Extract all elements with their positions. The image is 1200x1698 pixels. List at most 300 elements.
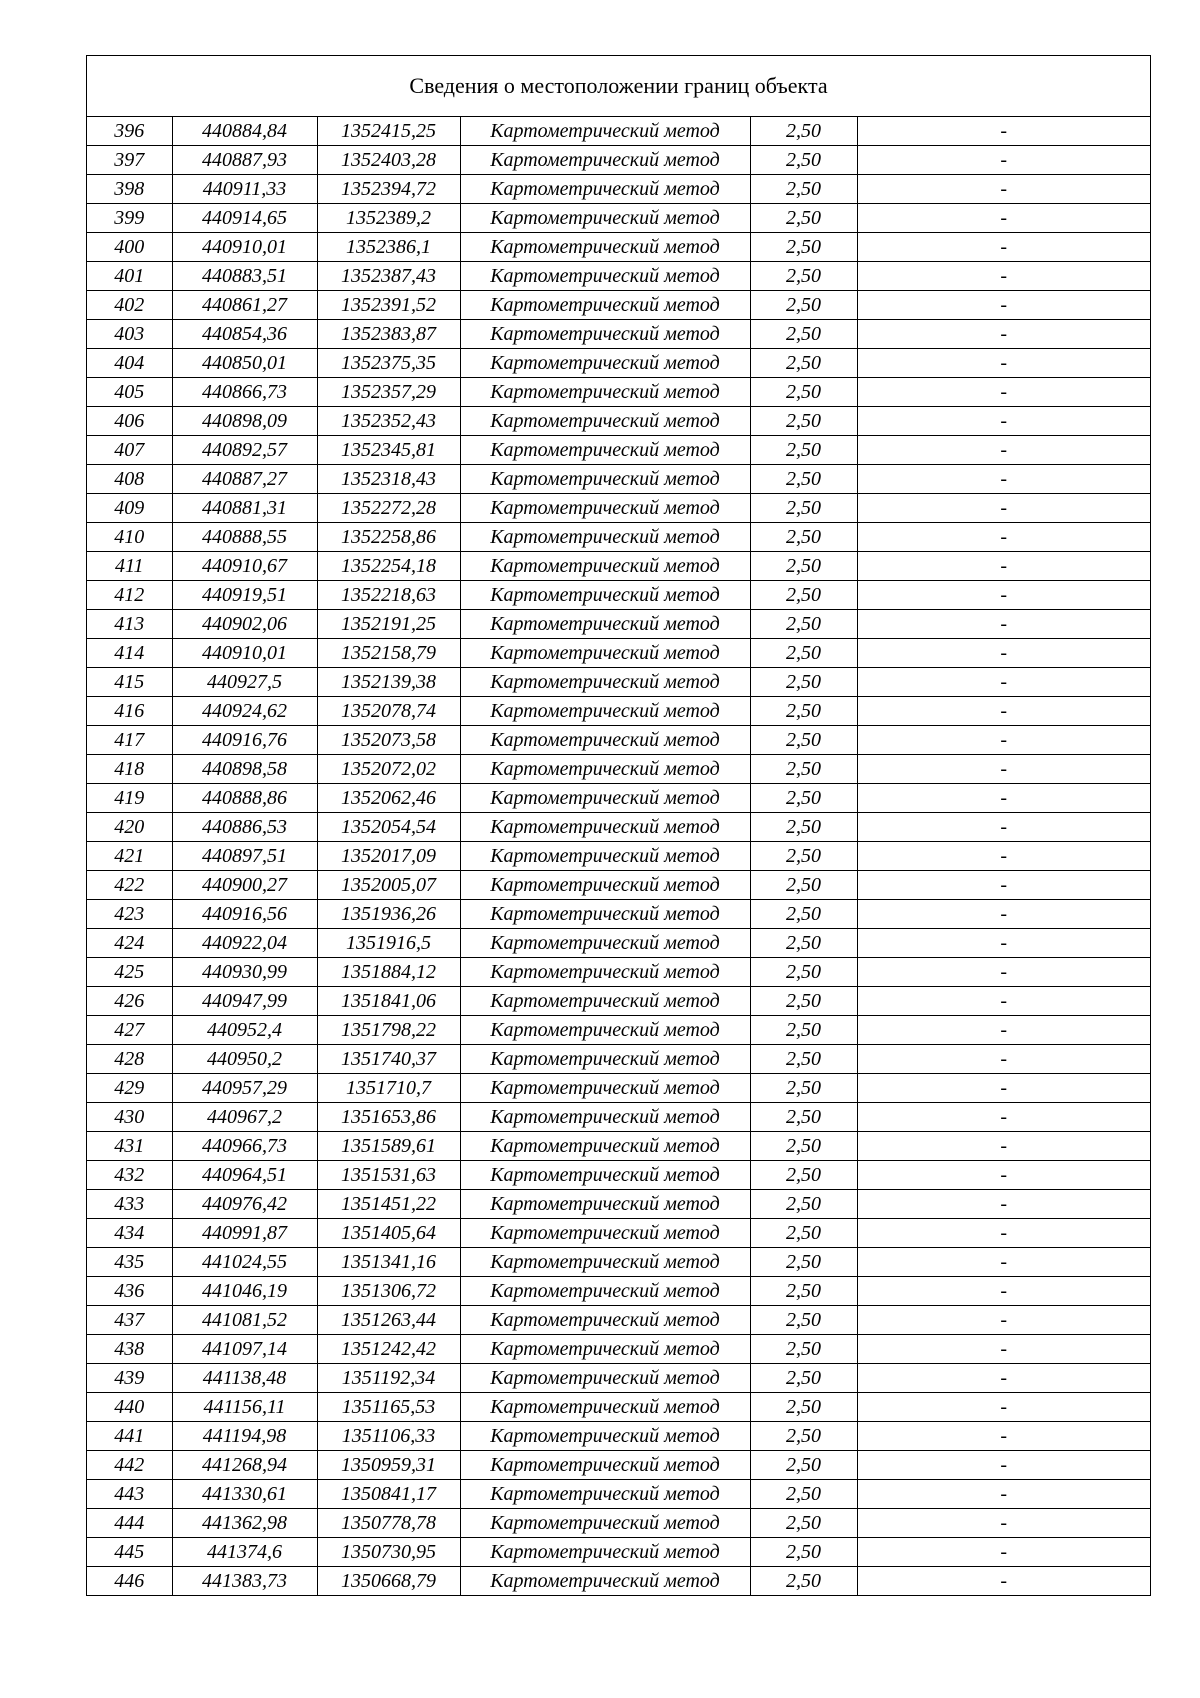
x-coordinate-cell: 440957,29 — [172, 1074, 317, 1103]
point-number-cell: 413 — [87, 610, 172, 639]
table-row — [87, 146, 1150, 175]
description-cell: - — [857, 929, 1150, 958]
x-coordinate-cell: 440897,51 — [172, 842, 317, 871]
x-coordinate-cell: 440976,42 — [172, 1190, 317, 1219]
accuracy-cell: 2,50 — [750, 1045, 857, 1074]
point-number-cell: 443 — [87, 1480, 172, 1509]
method-cell: Картометрический метод — [460, 784, 750, 813]
description-cell: - — [857, 900, 1150, 929]
description-cell: - — [857, 378, 1150, 407]
description-cell: - — [857, 1393, 1150, 1422]
method-cell: Картометрический метод — [460, 117, 750, 146]
y-coordinate-cell: 1350841,17 — [317, 1480, 460, 1509]
x-coordinate-cell: 440900,27 — [172, 871, 317, 900]
table-row — [87, 958, 1150, 987]
method-cell: Картометрический метод — [460, 581, 750, 610]
x-coordinate-cell: 441097,14 — [172, 1335, 317, 1364]
description-cell: - — [857, 465, 1150, 494]
description-cell: - — [857, 1219, 1150, 1248]
description-cell: - — [857, 1016, 1150, 1045]
accuracy-cell: 2,50 — [750, 1335, 857, 1364]
description-cell: - — [857, 523, 1150, 552]
accuracy-cell: 2,50 — [750, 1248, 857, 1277]
accuracy-cell: 2,50 — [750, 1219, 857, 1248]
boundary-table-frame — [86, 55, 1151, 1596]
y-coordinate-cell: 1352218,63 — [317, 581, 460, 610]
table-row — [87, 117, 1150, 146]
description-cell: - — [857, 697, 1150, 726]
y-coordinate-cell: 1352258,86 — [317, 523, 460, 552]
coordinates-table-body — [87, 117, 1150, 1595]
point-number-cell: 445 — [87, 1538, 172, 1567]
method-cell: Картометрический метод — [460, 494, 750, 523]
coordinates-table — [87, 117, 1150, 1595]
accuracy-cell: 2,50 — [750, 1451, 857, 1480]
point-number-cell: 432 — [87, 1161, 172, 1190]
y-coordinate-cell: 1351242,42 — [317, 1335, 460, 1364]
x-coordinate-cell: 441330,61 — [172, 1480, 317, 1509]
accuracy-cell: 2,50 — [750, 784, 857, 813]
x-coordinate-cell: 440888,86 — [172, 784, 317, 813]
description-cell: - — [857, 1422, 1150, 1451]
accuracy-cell: 2,50 — [750, 581, 857, 610]
table-row — [87, 1509, 1150, 1538]
x-coordinate-cell: 441362,98 — [172, 1509, 317, 1538]
y-coordinate-cell: 1352389,2 — [317, 204, 460, 233]
table-row — [87, 378, 1150, 407]
accuracy-cell: 2,50 — [750, 726, 857, 755]
table-row — [87, 1016, 1150, 1045]
accuracy-cell: 2,50 — [750, 900, 857, 929]
description-cell: - — [857, 1161, 1150, 1190]
method-cell: Картометрический метод — [460, 1422, 750, 1451]
description-cell: - — [857, 1538, 1150, 1567]
y-coordinate-cell: 1352415,25 — [317, 117, 460, 146]
description-cell: - — [857, 639, 1150, 668]
accuracy-cell: 2,50 — [750, 697, 857, 726]
x-coordinate-cell: 440883,51 — [172, 262, 317, 291]
y-coordinate-cell: 1352017,09 — [317, 842, 460, 871]
accuracy-cell: 2,50 — [750, 146, 857, 175]
point-number-cell: 405 — [87, 378, 172, 407]
table-row — [87, 233, 1150, 262]
method-cell: Картометрический метод — [460, 233, 750, 262]
point-number-cell: 442 — [87, 1451, 172, 1480]
x-coordinate-cell: 441138,48 — [172, 1364, 317, 1393]
x-coordinate-cell: 440910,01 — [172, 639, 317, 668]
table-row — [87, 494, 1150, 523]
table-row — [87, 1422, 1150, 1451]
x-coordinate-cell: 440922,04 — [172, 929, 317, 958]
method-cell: Картометрический метод — [460, 1509, 750, 1538]
x-coordinate-cell: 441156,11 — [172, 1393, 317, 1422]
y-coordinate-cell: 1352073,58 — [317, 726, 460, 755]
table-row — [87, 871, 1150, 900]
point-number-cell: 424 — [87, 929, 172, 958]
table-row — [87, 1103, 1150, 1132]
accuracy-cell: 2,50 — [750, 668, 857, 697]
table-row — [87, 987, 1150, 1016]
accuracy-cell: 2,50 — [750, 204, 857, 233]
x-coordinate-cell: 440910,67 — [172, 552, 317, 581]
table-row — [87, 755, 1150, 784]
x-coordinate-cell: 440919,51 — [172, 581, 317, 610]
method-cell: Картометрический метод — [460, 1451, 750, 1480]
y-coordinate-cell: 1352403,28 — [317, 146, 460, 175]
method-cell: Картометрический метод — [460, 1567, 750, 1596]
accuracy-cell: 2,50 — [750, 842, 857, 871]
method-cell: Картометрический метод — [460, 610, 750, 639]
y-coordinate-cell: 1352005,07 — [317, 871, 460, 900]
y-coordinate-cell: 1352387,43 — [317, 262, 460, 291]
method-cell: Картометрический метод — [460, 1306, 750, 1335]
x-coordinate-cell: 440898,58 — [172, 755, 317, 784]
accuracy-cell: 2,50 — [750, 349, 857, 378]
point-number-cell: 444 — [87, 1509, 172, 1538]
x-coordinate-cell: 440947,99 — [172, 987, 317, 1016]
description-cell: - — [857, 233, 1150, 262]
accuracy-cell: 2,50 — [750, 436, 857, 465]
method-cell: Картометрический метод — [460, 958, 750, 987]
table-row — [87, 726, 1150, 755]
description-cell: - — [857, 204, 1150, 233]
x-coordinate-cell: 440964,51 — [172, 1161, 317, 1190]
method-cell: Картометрический метод — [460, 697, 750, 726]
method-cell: Картометрический метод — [460, 900, 750, 929]
description-cell: - — [857, 175, 1150, 204]
method-cell: Картометрический метод — [460, 175, 750, 204]
x-coordinate-cell: 440950,2 — [172, 1045, 317, 1074]
x-coordinate-cell: 440991,87 — [172, 1219, 317, 1248]
y-coordinate-cell: 1352375,35 — [317, 349, 460, 378]
point-number-cell: 440 — [87, 1393, 172, 1422]
method-cell: Картометрический метод — [460, 465, 750, 494]
table-row — [87, 1190, 1150, 1219]
accuracy-cell: 2,50 — [750, 1103, 857, 1132]
description-cell: - — [857, 784, 1150, 813]
description-cell: - — [857, 436, 1150, 465]
x-coordinate-cell: 440887,27 — [172, 465, 317, 494]
method-cell: Картометрический метод — [460, 929, 750, 958]
description-cell: - — [857, 668, 1150, 697]
description-cell: - — [857, 1045, 1150, 1074]
method-cell: Картометрический метод — [460, 349, 750, 378]
x-coordinate-cell: 440930,99 — [172, 958, 317, 987]
description-cell: - — [857, 842, 1150, 871]
y-coordinate-cell: 1352394,72 — [317, 175, 460, 204]
x-coordinate-cell: 440898,09 — [172, 407, 317, 436]
y-coordinate-cell: 1351841,06 — [317, 987, 460, 1016]
point-number-cell: 434 — [87, 1219, 172, 1248]
description-cell: - — [857, 146, 1150, 175]
accuracy-cell: 2,50 — [750, 262, 857, 291]
table-row — [87, 1161, 1150, 1190]
description-cell: - — [857, 320, 1150, 349]
x-coordinate-cell: 441194,98 — [172, 1422, 317, 1451]
description-cell: - — [857, 1277, 1150, 1306]
table-title: Сведения о местоположении границ объекта — [87, 56, 1150, 117]
table-row — [87, 1248, 1150, 1277]
y-coordinate-cell: 1352072,02 — [317, 755, 460, 784]
table-row — [87, 900, 1150, 929]
description-cell: - — [857, 1451, 1150, 1480]
method-cell: Картометрический метод — [460, 1277, 750, 1306]
description-cell: - — [857, 349, 1150, 378]
table-row — [87, 813, 1150, 842]
table-row — [87, 320, 1150, 349]
x-coordinate-cell: 441374,6 — [172, 1538, 317, 1567]
x-coordinate-cell: 440892,57 — [172, 436, 317, 465]
point-number-cell: 407 — [87, 436, 172, 465]
table-row — [87, 436, 1150, 465]
table-row — [87, 1219, 1150, 1248]
y-coordinate-cell: 1351341,16 — [317, 1248, 460, 1277]
description-cell: - — [857, 813, 1150, 842]
description-cell: - — [857, 117, 1150, 146]
point-number-cell: 403 — [87, 320, 172, 349]
table-row — [87, 407, 1150, 436]
description-cell: - — [857, 610, 1150, 639]
table-row — [87, 1480, 1150, 1509]
point-number-cell: 438 — [87, 1335, 172, 1364]
method-cell: Картометрический метод — [460, 871, 750, 900]
method-cell: Картометрический метод — [460, 552, 750, 581]
accuracy-cell: 2,50 — [750, 1161, 857, 1190]
point-number-cell: 410 — [87, 523, 172, 552]
accuracy-cell: 2,50 — [750, 494, 857, 523]
y-coordinate-cell: 1351306,72 — [317, 1277, 460, 1306]
y-coordinate-cell: 1350730,95 — [317, 1538, 460, 1567]
accuracy-cell: 2,50 — [750, 813, 857, 842]
y-coordinate-cell: 1350778,78 — [317, 1509, 460, 1538]
description-cell: - — [857, 1480, 1150, 1509]
accuracy-cell: 2,50 — [750, 291, 857, 320]
description-cell: - — [857, 726, 1150, 755]
x-coordinate-cell: 440952,4 — [172, 1016, 317, 1045]
y-coordinate-cell: 1351589,61 — [317, 1132, 460, 1161]
point-number-cell: 412 — [87, 581, 172, 610]
method-cell: Картометрический метод — [460, 1393, 750, 1422]
accuracy-cell: 2,50 — [750, 755, 857, 784]
accuracy-cell: 2,50 — [750, 1393, 857, 1422]
point-number-cell: 420 — [87, 813, 172, 842]
point-number-cell: 419 — [87, 784, 172, 813]
point-number-cell: 399 — [87, 204, 172, 233]
description-cell: - — [857, 958, 1150, 987]
method-cell: Картометрический метод — [460, 1480, 750, 1509]
table-row — [87, 1567, 1150, 1596]
accuracy-cell: 2,50 — [750, 871, 857, 900]
point-number-cell: 408 — [87, 465, 172, 494]
y-coordinate-cell: 1352345,81 — [317, 436, 460, 465]
table-row — [87, 523, 1150, 552]
y-coordinate-cell: 1352054,54 — [317, 813, 460, 842]
point-number-cell: 406 — [87, 407, 172, 436]
point-number-cell: 398 — [87, 175, 172, 204]
description-cell: - — [857, 755, 1150, 784]
point-number-cell: 417 — [87, 726, 172, 755]
method-cell: Картометрический метод — [460, 1103, 750, 1132]
y-coordinate-cell: 1352158,79 — [317, 639, 460, 668]
y-coordinate-cell: 1351263,44 — [317, 1306, 460, 1335]
point-number-cell: 437 — [87, 1306, 172, 1335]
y-coordinate-cell: 1351884,12 — [317, 958, 460, 987]
x-coordinate-cell: 440966,73 — [172, 1132, 317, 1161]
method-cell: Картометрический метод — [460, 1016, 750, 1045]
table-row — [87, 581, 1150, 610]
point-number-cell: 433 — [87, 1190, 172, 1219]
table-row — [87, 784, 1150, 813]
point-number-cell: 429 — [87, 1074, 172, 1103]
x-coordinate-cell: 440884,84 — [172, 117, 317, 146]
table-row — [87, 465, 1150, 494]
y-coordinate-cell: 1352318,43 — [317, 465, 460, 494]
table-row — [87, 929, 1150, 958]
description-cell: - — [857, 1306, 1150, 1335]
description-cell: - — [857, 987, 1150, 1016]
point-number-cell: 404 — [87, 349, 172, 378]
accuracy-cell: 2,50 — [750, 610, 857, 639]
table-row — [87, 1277, 1150, 1306]
description-cell: - — [857, 407, 1150, 436]
accuracy-cell: 2,50 — [750, 1190, 857, 1219]
table-row — [87, 204, 1150, 233]
description-cell: - — [857, 1190, 1150, 1219]
x-coordinate-cell: 441383,73 — [172, 1567, 317, 1596]
table-row — [87, 291, 1150, 320]
x-coordinate-cell: 440854,36 — [172, 320, 317, 349]
x-coordinate-cell: 440924,62 — [172, 697, 317, 726]
y-coordinate-cell: 1352352,43 — [317, 407, 460, 436]
point-number-cell: 435 — [87, 1248, 172, 1277]
description-cell: - — [857, 1364, 1150, 1393]
y-coordinate-cell: 1351710,7 — [317, 1074, 460, 1103]
table-row — [87, 1132, 1150, 1161]
point-number-cell: 430 — [87, 1103, 172, 1132]
y-coordinate-cell: 1351653,86 — [317, 1103, 460, 1132]
accuracy-cell: 2,50 — [750, 987, 857, 1016]
point-number-cell: 409 — [87, 494, 172, 523]
accuracy-cell: 2,50 — [750, 175, 857, 204]
table-row — [87, 639, 1150, 668]
y-coordinate-cell: 1351740,37 — [317, 1045, 460, 1074]
accuracy-cell: 2,50 — [750, 1480, 857, 1509]
accuracy-cell: 2,50 — [750, 378, 857, 407]
accuracy-cell: 2,50 — [750, 320, 857, 349]
point-number-cell: 427 — [87, 1016, 172, 1045]
method-cell: Картометрический метод — [460, 813, 750, 842]
x-coordinate-cell: 440916,76 — [172, 726, 317, 755]
point-number-cell: 441 — [87, 1422, 172, 1451]
x-coordinate-cell: 441024,55 — [172, 1248, 317, 1277]
description-cell: - — [857, 581, 1150, 610]
y-coordinate-cell: 1352254,18 — [317, 552, 460, 581]
point-number-cell: 422 — [87, 871, 172, 900]
accuracy-cell: 2,50 — [750, 1364, 857, 1393]
method-cell: Картометрический метод — [460, 1335, 750, 1364]
x-coordinate-cell: 440881,31 — [172, 494, 317, 523]
method-cell: Картометрический метод — [460, 523, 750, 552]
method-cell: Картометрический метод — [460, 291, 750, 320]
table-row — [87, 1538, 1150, 1567]
description-cell: - — [857, 1248, 1150, 1277]
x-coordinate-cell: 440902,06 — [172, 610, 317, 639]
x-coordinate-cell: 440927,5 — [172, 668, 317, 697]
method-cell: Картометрический метод — [460, 668, 750, 697]
method-cell: Картометрический метод — [460, 1161, 750, 1190]
accuracy-cell: 2,50 — [750, 1538, 857, 1567]
y-coordinate-cell: 1350668,79 — [317, 1567, 460, 1596]
point-number-cell: 397 — [87, 146, 172, 175]
accuracy-cell: 2,50 — [750, 233, 857, 262]
y-coordinate-cell: 1351798,22 — [317, 1016, 460, 1045]
accuracy-cell: 2,50 — [750, 407, 857, 436]
point-number-cell: 425 — [87, 958, 172, 987]
accuracy-cell: 2,50 — [750, 1277, 857, 1306]
method-cell: Картометрический метод — [460, 1364, 750, 1393]
accuracy-cell: 2,50 — [750, 1422, 857, 1451]
method-cell: Картометрический метод — [460, 378, 750, 407]
description-cell: - — [857, 1132, 1150, 1161]
x-coordinate-cell: 440911,33 — [172, 175, 317, 204]
x-coordinate-cell: 440888,55 — [172, 523, 317, 552]
description-cell: - — [857, 262, 1150, 291]
method-cell: Картометрический метод — [460, 436, 750, 465]
description-cell: - — [857, 291, 1150, 320]
table-row — [87, 1393, 1150, 1422]
description-cell: - — [857, 494, 1150, 523]
method-cell: Картометрический метод — [460, 726, 750, 755]
table-row — [87, 349, 1150, 378]
accuracy-cell: 2,50 — [750, 465, 857, 494]
table-row — [87, 1045, 1150, 1074]
method-cell: Картометрический метод — [460, 407, 750, 436]
description-cell: - — [857, 552, 1150, 581]
point-number-cell: 423 — [87, 900, 172, 929]
y-coordinate-cell: 1352139,38 — [317, 668, 460, 697]
accuracy-cell: 2,50 — [750, 1016, 857, 1045]
y-coordinate-cell: 1352272,28 — [317, 494, 460, 523]
accuracy-cell: 2,50 — [750, 117, 857, 146]
table-row — [87, 610, 1150, 639]
y-coordinate-cell: 1352386,1 — [317, 233, 460, 262]
table-row — [87, 262, 1150, 291]
y-coordinate-cell: 1352191,25 — [317, 610, 460, 639]
method-cell: Картометрический метод — [460, 320, 750, 349]
accuracy-cell: 2,50 — [750, 1567, 857, 1596]
accuracy-cell: 2,50 — [750, 1509, 857, 1538]
point-number-cell: 414 — [87, 639, 172, 668]
y-coordinate-cell: 1352357,29 — [317, 378, 460, 407]
description-cell: - — [857, 1335, 1150, 1364]
description-cell: - — [857, 1074, 1150, 1103]
method-cell: Картометрический метод — [460, 1538, 750, 1567]
x-coordinate-cell: 440887,93 — [172, 146, 317, 175]
y-coordinate-cell: 1352383,87 — [317, 320, 460, 349]
method-cell: Картометрический метод — [460, 987, 750, 1016]
x-coordinate-cell: 440914,65 — [172, 204, 317, 233]
x-coordinate-cell: 440866,73 — [172, 378, 317, 407]
x-coordinate-cell: 440850,01 — [172, 349, 317, 378]
y-coordinate-cell: 1351916,5 — [317, 929, 460, 958]
accuracy-cell: 2,50 — [750, 639, 857, 668]
table-row — [87, 668, 1150, 697]
y-coordinate-cell: 1352078,74 — [317, 697, 460, 726]
description-cell: - — [857, 1509, 1150, 1538]
table-row — [87, 1306, 1150, 1335]
description-cell: - — [857, 1103, 1150, 1132]
accuracy-cell: 2,50 — [750, 523, 857, 552]
